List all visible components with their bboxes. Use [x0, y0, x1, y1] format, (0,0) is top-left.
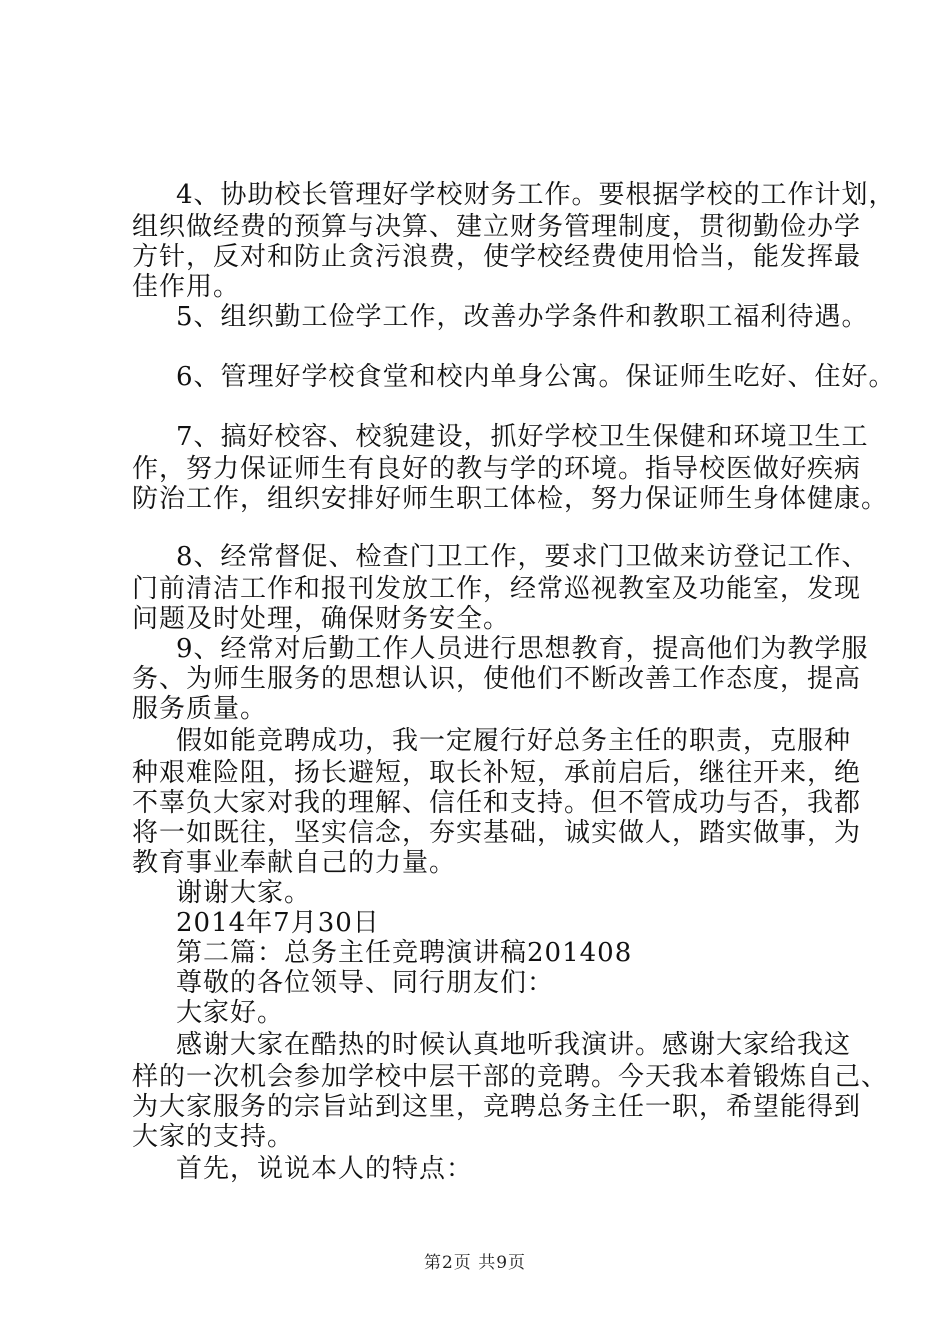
section-title: 第二篇：总务主任竞聘演讲稿201408 — [176, 938, 633, 968]
greeting: 大家好。 — [176, 998, 285, 1028]
intro-paragraph-line-3: 为大家服务的宗旨站到这里，竞聘总务主任一职，希望能得到 — [132, 1092, 862, 1122]
paragraph-7-line-1: 7、搞好校容、校貌建设，抓好学校卫生保健和环境卫生工 — [176, 422, 869, 452]
closing-thanks: 谢谢大家。 — [176, 878, 312, 908]
paragraph-9-line-2: 务、为师生服务的思想认识，使他们不断改善工作态度，提高 — [132, 664, 862, 694]
paragraph-promise-line-2: 种艰难险阻，扬长避短，取长补短，承前启后，继往开来，绝 — [132, 758, 862, 788]
paragraph-9-line-3: 服务质量。 — [132, 694, 268, 724]
paragraph-promise-line-1: 假如能竞聘成功，我一定履行好总务主任的职责，克服种 — [176, 726, 852, 756]
paragraph-7-line-3: 防治工作，组织安排好师生职工体检，努力保证师生身体健康。 — [132, 484, 889, 514]
paragraph-4-line-4: 佳作用。 — [132, 272, 241, 302]
paragraph-6-line-1: 6、管理好学校食堂和校内单身公寓。保证师生吃好、住好。 — [176, 362, 896, 392]
paragraph-5-line-1: 5、组织勤工俭学工作，改善办学条件和教职工福利待遇。 — [176, 302, 869, 332]
paragraph-8-line-2: 门前清洁工作和报刊发放工作，经常巡视教室及功能室，发现 — [132, 574, 862, 604]
paragraph-8-line-1: 8、经常督促、检查门卫工作，要求门卫做来访登记工作、 — [176, 542, 869, 572]
paragraph-promise-line-3: 不辜负大家对我的理解、信任和支持。但不管成功与否，我都 — [132, 788, 862, 818]
intro-paragraph-line-1: 感谢大家在酷热的时候认真地听我演讲。感谢大家给我这 — [176, 1030, 852, 1060]
date-line: 2014年7月30日 — [176, 908, 380, 938]
paragraph-promise-line-4: 将一如既往，坚实信念，夯实基础，诚实做人，踏实做事，为 — [132, 818, 862, 848]
paragraph-7-line-2: 作，努力保证师生有良好的教与学的环境。指导校医做好疾病 — [132, 454, 862, 484]
paragraph-4-line-1: 4、协助校长管理好学校财务工作。要根据学校的工作计划， — [176, 180, 896, 210]
first-point-heading: 首先，说说本人的特点： — [176, 1154, 474, 1184]
paragraph-8-line-3: 问题及时处理，确保财务安全。 — [132, 604, 511, 634]
paragraph-4-line-3: 方针，反对和防止贪污浪费，使学校经费使用恰当，能发挥最 — [132, 242, 862, 272]
paragraph-4-line-2: 组织做经费的预算与决算、建立财务管理制度，贯彻勤俭办学 — [132, 212, 862, 242]
paragraph-9-line-1: 9、经常对后勤工作人员进行思想教育，提高他们为教学服 — [176, 634, 869, 664]
salutation: 尊敬的各位领导、同行朋友们： — [176, 968, 555, 998]
page-number-footer: 第2页 共9页 — [423, 1253, 527, 1273]
intro-paragraph-line-2: 样的一次机会参加学校中层干部的竞聘。今天我本着锻炼自己、 — [132, 1062, 889, 1092]
intro-paragraph-line-4: 大家的支持。 — [132, 1122, 295, 1152]
paragraph-promise-line-5: 教育事业奉献自己的力量。 — [132, 848, 457, 878]
